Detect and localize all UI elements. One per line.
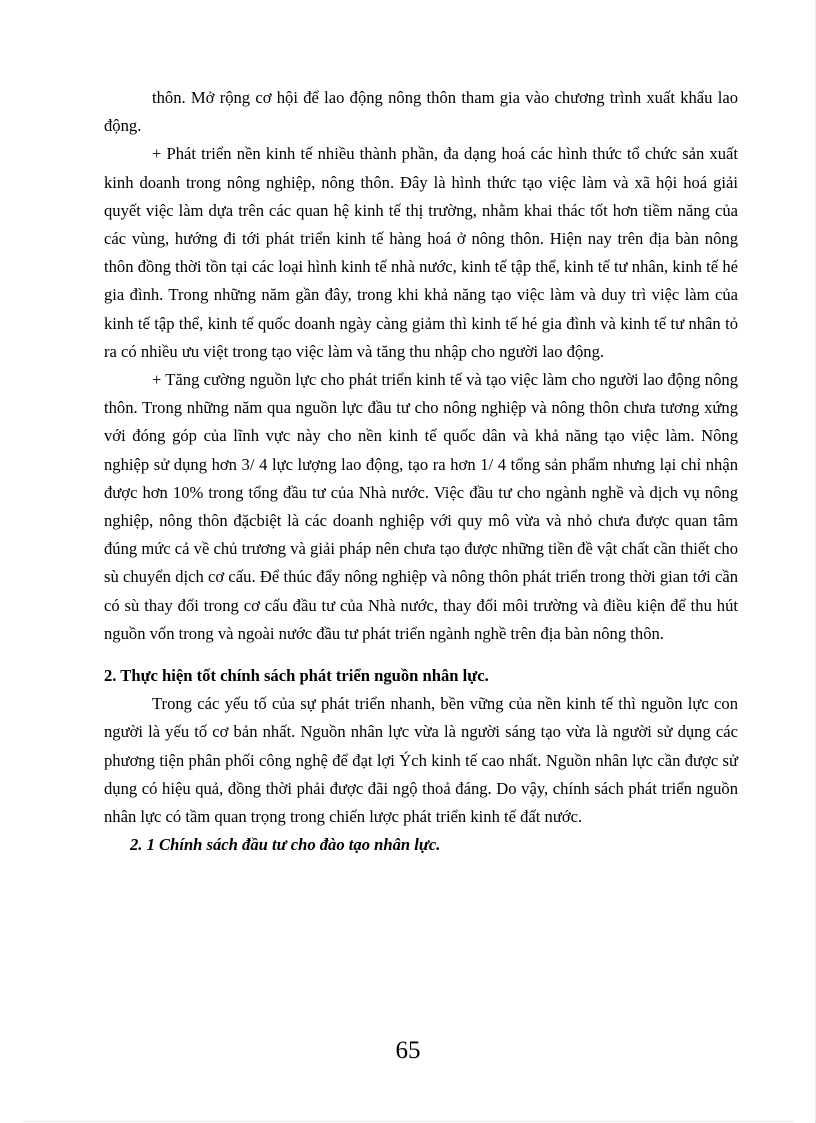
section-heading-2: 2. Thực hiện tốt chính sách phát triển nguồn nhân lực. bbox=[104, 666, 489, 686]
page-body bbox=[104, 84, 738, 859]
paragraph-continuation: thôn. Mở rộng cơ hội để lao động nông thôn tham gia vào chương trình xuất khẩu lao động. bbox=[104, 88, 738, 136]
subsection-heading-2-1: 2. 1 Chính sách đầu tư cho đào tạo nhân lực. bbox=[130, 835, 441, 855]
page-bottom-divider bbox=[22, 1121, 793, 1122]
page-number: 65 bbox=[395, 1037, 421, 1064]
paragraph-strengthen-resources: + Tăng cường nguồn lực cho phát triển kinh tế và tạo việc làm cho người lao động nông thôn. Trong những năm qua nguồn lực đầu tư cho nông nghiệp và nông thôn chưa tương xứng với đóng góp của lĩnh vực này cho nền kinh tế quốc dân và khả năng tạo việc làm. Nông nghiệp sử dụng hơn 3/ 4 lực lượng lao động, tạo ra hơn 1/ 4 tổng sản phẩm nhưng lại chỉ nhận được hơn 10% trong tổng đầu tư của Nhà nước. Việc đầu tư cho ngành nghề và dịch vụ nông nghiệp, nông thôn đặcbiệt là các doanh nghiệp với quy mô vừa và nhỏ chưa được quan tâm đúng mức cả về chủ trương và giải pháp nên chưa tạo được những tiền đề vật chất cần thiết cho sù chuyển dịch cơ cấu. Để thúc đẩy nông nghiệp và nông thôn phát triển trong thời gian tới cần có sù thay đổi trong cơ cấu đầu tư của Nhà nước, thay đổi môi trường và điều kiện để thu hút nguồn vốn trong và ngoài nước đầu tư phát triển ngành nghề trên địa bàn nông thôn. bbox=[104, 370, 738, 643]
paragraph-diversify-economy: + Phát triển nền kinh tế nhiều thành phần, đa dạng hoá các hình thức tổ chức sản xuất kinh doanh trong nông nghiệp, nông thôn. Đây là hình thức tạo việc làm và xã hội hoá giải quyết việc làm dựa trên các quan hệ kinh tế thị trường, nhằm khai thác tốt hơn tiềm năng của các vùng, hướng đi tới phát triển kinh tế hàng hoá ở nông thôn. Hiện nay trên địa bàn nông thôn đồng thời tồn tại các loại hình kinh tế nhà nước, kinh tế tập thể, kinh tế tư nhân, kinh tế hé gia đình. Trong những năm gần đây, trong khi khả năng tạo việc làm và duy trì việc làm của kinh tế tập thể, kinh tế quốc doanh ngày càng giảm thì kinh tế hé gia đình và kinh tế tư nhân tỏ ra có nhiều ưu việt trong tạo việc làm và tăng thu nhập cho người lao động. bbox=[104, 144, 738, 361]
paragraph-human-resources: Trong các yếu tố của sự phát triển nhanh, bền vững của nền kinh tế thì nguồn lực con người là yếu tố cơ bản nhất. Nguồn nhân lực vừa là người sáng tạo vừa là người sử dụng các phương tiện phân phối công nghệ để đạt lợi Ých kinh tế cao nhất. Nguồn nhân lực cần được sử dụng có hiệu quả, đồng thời phải được đãi ngộ thoả đáng. Do vậy, chính sách phát triển nguồn nhân lực có tầm quan trọng trong chiến lược phát triển kinh tế đất nước. bbox=[104, 694, 738, 827]
